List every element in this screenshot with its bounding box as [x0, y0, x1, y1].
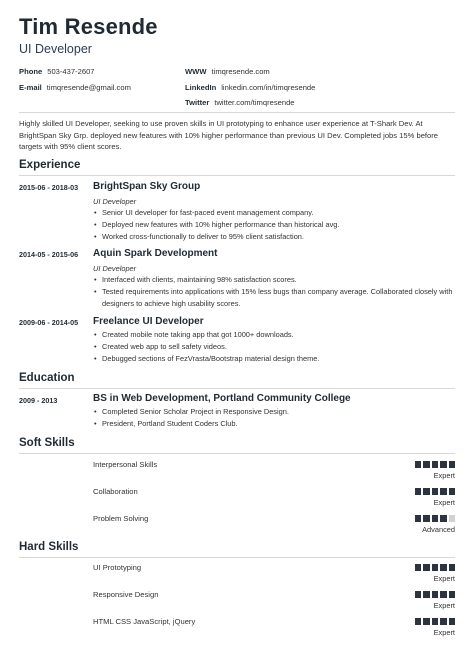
rating-square-filled [415, 488, 422, 495]
rating-square-filled [432, 618, 439, 625]
rating-square-filled [423, 591, 430, 598]
skill-rating [415, 591, 456, 598]
job-bullet: • Deployed new features with 10% higher performance than historical avg. [93, 219, 455, 231]
rating-square-filled [423, 488, 430, 495]
rating-square-filled [440, 618, 447, 625]
rating-square-filled [423, 461, 430, 468]
contact-email [19, 83, 131, 92]
rating-square-filled [415, 618, 422, 625]
contact-phone-label: Phone [19, 67, 43, 76]
contact-linkedin-value[interactable]: linkedin.com/in/timqresende [221, 83, 316, 92]
job-bullets [93, 274, 455, 311]
education-bullet: • Completed Senior Scholar Project in Responsive Design. [93, 406, 455, 418]
rating-square-filled [423, 564, 430, 571]
job-company: Freelance UI Developer [93, 316, 204, 327]
section-title-hard-skills: Hard Skills [19, 541, 79, 553]
divider [19, 175, 455, 176]
contact-phone-value: 503-437-2607 [47, 67, 95, 76]
section-title-soft-skills: Soft Skills [19, 437, 75, 449]
skill-name: Problem Solving [93, 514, 149, 523]
divider [19, 112, 455, 113]
section-title-experience: Experience [19, 159, 81, 171]
skill-rating [415, 564, 456, 571]
rating-square-filled [449, 488, 456, 495]
education-bullets [93, 406, 455, 430]
rating-square-filled [415, 461, 422, 468]
skill-name: UI Prototyping [93, 563, 142, 572]
job-role: UI Developer [93, 197, 137, 206]
rating-square-filled [432, 461, 439, 468]
skill-rating [415, 461, 456, 468]
education-bullet: • President, Portland Student Coders Club. [93, 418, 455, 430]
candidate-name: Tim Resende [19, 14, 158, 39]
rating-square-empty [449, 515, 456, 522]
contact-twitter-label: Twitter [185, 98, 210, 107]
contact-www [185, 67, 270, 76]
rating-square-filled [415, 591, 422, 598]
skill-rating [415, 488, 456, 495]
job-bullet: • Created mobile note taking app that got 1000+ downloads. [93, 329, 455, 341]
rating-square-filled [440, 488, 447, 495]
contact-linkedin-label: LinkedIn [185, 83, 217, 92]
contact-twitter-value[interactable]: twitter.com/timqresende [214, 98, 295, 107]
job-role: UI Developer [93, 264, 137, 273]
contact-twitter [185, 98, 295, 107]
rating-square-filled [449, 461, 456, 468]
contact-linkedin [185, 83, 315, 92]
contact-email-label: E-mail [19, 83, 42, 92]
divider [19, 557, 455, 558]
job-dates: 2015-06 - 2018-03 [19, 183, 79, 192]
rating-square-filled [440, 515, 447, 522]
skill-name: Interpersonal Skills [93, 460, 158, 469]
section-title-education: Education [19, 372, 75, 384]
job-bullet: • Interfaced with clients, maintaining 98% satisfaction scores. [93, 274, 455, 286]
skill-level: Expert [433, 471, 455, 480]
rating-square-filled [423, 618, 430, 625]
skill-level: Expert [433, 601, 455, 610]
rating-square-filled [440, 591, 447, 598]
skill-name: Collaboration [93, 487, 138, 496]
contact-www-value[interactable]: timqresende.com [211, 67, 270, 76]
rating-square-filled [423, 515, 430, 522]
skill-rating [415, 515, 456, 522]
skill-rating [415, 618, 456, 625]
job-bullets [93, 207, 455, 244]
contact-email-value[interactable]: timqresende@gmail.com [46, 83, 131, 92]
job-bullet: • Created web app to sell safety videos. [93, 341, 455, 353]
education-degree: BS in Web Development, Portland Community College [93, 393, 351, 404]
skill-name: Responsive Design [93, 590, 159, 599]
rating-square-filled [432, 564, 439, 571]
rating-square-filled [432, 515, 439, 522]
rating-square-filled [415, 515, 422, 522]
job-bullet: • Senior UI developer for fast-paced event management company. [93, 207, 455, 219]
rating-square-filled [449, 618, 456, 625]
job-bullets [93, 329, 455, 366]
education-dates: 2009 - 2013 [19, 396, 58, 405]
rating-square-filled [432, 591, 439, 598]
skill-level: Expert [433, 574, 455, 583]
job-bullet: • Worked cross-functionally to deliver to 95% client satisfaction. [93, 231, 455, 243]
rating-square-filled [415, 564, 422, 571]
job-company: Aquin Spark Development [93, 248, 218, 259]
rating-square-filled [449, 564, 456, 571]
summary-text: Highly skilled UI Developer, seeking to use proven skills in UI prototyping to enhance user experience at T-Shark Dev. At BrightSpan Sky Grp. deployed new features with 10% higher performance than previous UI Dev. Completed jobs 15% before targets with 95% client scores. [19, 119, 439, 152]
job-dates: 2014-05 - 2015-06 [19, 250, 79, 259]
candidate-role: UI Developer [19, 42, 92, 56]
divider [19, 453, 455, 454]
job-company: BrightSpan Sky Group [93, 181, 201, 192]
rating-square-filled [432, 488, 439, 495]
skill-name: HTML CSS JavaScript, jQuery [93, 617, 196, 626]
rating-square-filled [440, 461, 447, 468]
skill-level: Expert [433, 498, 455, 507]
contact-phone [19, 67, 95, 76]
job-dates: 2009-06 - 2014-05 [19, 318, 79, 327]
job-bullet: • Tested requirements into applications with 15% less bugs than company average. Collaborated closely with designers to achieve high usability scores. [93, 286, 455, 310]
divider [19, 388, 455, 389]
skill-level: Advanced [422, 525, 455, 534]
contact-www-label: WWW [185, 67, 207, 76]
rating-square-filled [449, 591, 456, 598]
rating-square-filled [440, 564, 447, 571]
job-bullet: • Debugged sections of FezVrasta/Bootstrap material design theme. [93, 353, 455, 365]
skill-level: Expert [433, 628, 455, 637]
